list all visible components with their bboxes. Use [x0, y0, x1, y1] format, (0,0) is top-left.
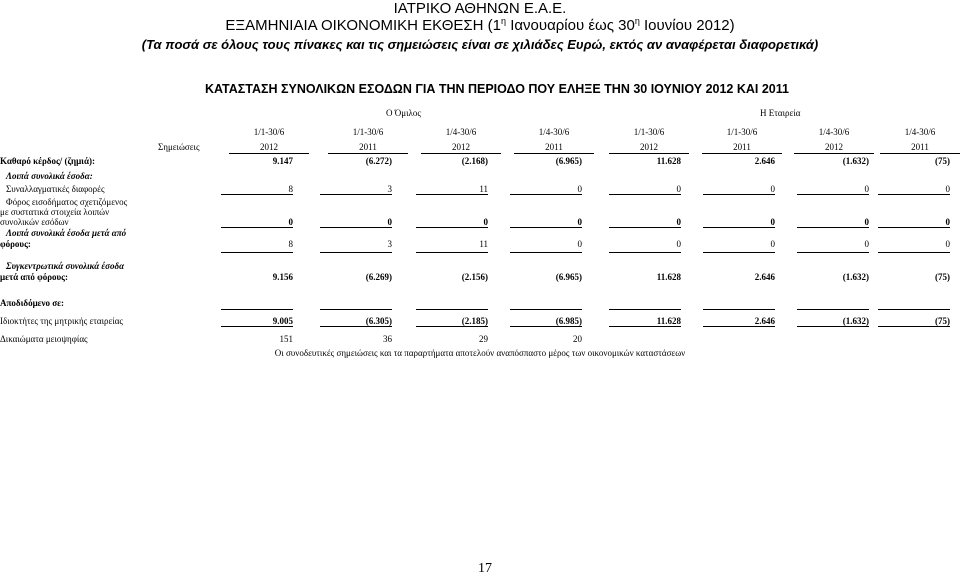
oci-heading: Λοιπά συνολικά έσοδα:: [6, 171, 93, 181]
cell-underline: [797, 326, 869, 327]
amounts-note: (Τα ποσά σε όλους τους πίνακες και τις σημειώσεις είναι σε χιλιάδες Ευρώ, εκτός αν αναφέρεται διαφορετικά): [141, 37, 819, 52]
oci-after-value: 3: [387, 239, 392, 249]
column-period-header: 1/4-30/6: [818, 127, 850, 137]
net-profit-value: (6.272): [365, 156, 392, 166]
net-profit-value: (75): [935, 156, 950, 166]
cell-underline: [609, 252, 681, 253]
cell-underline: [416, 252, 488, 253]
total-label-line2: μετά από φόρους:: [0, 272, 68, 282]
cell-underline: [703, 309, 775, 310]
column-header-underline: [609, 153, 689, 154]
cell-underline: [609, 309, 681, 310]
tax-label-line1: Φόρος εισοδήματος σχετιζόμενος: [6, 197, 128, 207]
group-header-group: Ο Όμιλος: [386, 108, 421, 118]
tax-value: 0: [483, 217, 488, 227]
cell-underline: [221, 252, 293, 253]
oci-after-value: 8: [288, 239, 293, 249]
net-profit-value: (2.168): [461, 156, 488, 166]
tax-value: 0: [770, 217, 775, 227]
column-year-header: 2012: [452, 142, 470, 152]
cell-underline: [221, 326, 293, 327]
oci-after-value: 0: [676, 239, 681, 249]
fx-value: 0: [577, 184, 582, 194]
cell-underline: [878, 326, 950, 327]
net-profit-value: (1.632): [842, 156, 869, 166]
column-header-underline: [702, 153, 782, 154]
cell-underline: [510, 252, 582, 253]
cell-underline: [797, 309, 869, 310]
fx-value: 8: [288, 184, 293, 194]
column-year-header: 2011: [911, 142, 929, 152]
nci-value: 151: [279, 334, 293, 344]
oci-after-value: 0: [945, 239, 950, 249]
cell-underline: [320, 252, 392, 253]
total-value: (2.156): [461, 272, 488, 282]
column-year-header: 2012: [640, 142, 658, 152]
nci-value: 36: [383, 334, 392, 344]
fx-label: Συναλλαγματικές διαφορές: [6, 184, 105, 194]
statement-title: ΚΑΤΑΣΤΑΣΗ ΣΥΝΟΛΙΚΩΝ ΕΣΟΔΩΝ ΓΙΑ ΤΗΝ ΠΕΡΙΟΔΟ ΠΟΥ ΕΛΗΞΕ ΤΗΝ 30 ΙΟΥΝΙΟΥ 2012 ΚΑΙ 2011: [205, 82, 789, 96]
cell-underline: [221, 309, 293, 310]
oci-after-value: 0: [864, 239, 869, 249]
cell-underline: [221, 194, 293, 195]
owners-value: 11.628: [656, 316, 681, 326]
total-value: 9.156: [272, 272, 293, 282]
column-period-header: 1/1-30/6: [352, 127, 384, 137]
column-period-header: 1/4-30/6: [538, 127, 570, 137]
cell-underline: [320, 309, 392, 310]
column-period-header: 1/4-30/6: [445, 127, 477, 137]
cell-underline: [320, 326, 392, 327]
column-period-header: 1/1-30/6: [253, 127, 285, 137]
fx-value: 3: [387, 184, 392, 194]
nci-value: 29: [479, 334, 488, 344]
net-profit-value: 9.147: [272, 156, 293, 166]
net-profit-value: 11.628: [656, 156, 681, 166]
total-value: 2.646: [754, 272, 775, 282]
fx-value: 11: [479, 184, 488, 194]
column-year-header: 2011: [733, 142, 751, 152]
tax-value: 0: [676, 217, 681, 227]
owners-value: (6.305): [365, 316, 392, 326]
cell-underline: [510, 194, 582, 195]
total-value: (6.269): [365, 272, 392, 282]
total-value: (75): [935, 272, 950, 282]
owners-value: (1.632): [842, 316, 869, 326]
total-value: (1.632): [842, 272, 869, 282]
cell-underline: [878, 194, 950, 195]
column-period-header: 1/4-30/6: [904, 127, 936, 137]
cell-underline: [320, 194, 392, 195]
owners-value: (2.185): [461, 316, 488, 326]
owners-value: (75): [935, 316, 950, 326]
cell-underline: [797, 227, 869, 228]
net-profit-label: Καθαρό κέρδος/ (ζημιά):: [0, 156, 95, 166]
column-year-header: 2012: [260, 142, 278, 152]
cell-underline: [510, 326, 582, 327]
fx-value: 0: [770, 184, 775, 194]
column-year-header: 2011: [545, 142, 563, 152]
total-value: (6.965): [555, 272, 582, 282]
oci-after-value: 0: [770, 239, 775, 249]
column-header-underline: [514, 153, 594, 154]
column-year-header: 2012: [825, 142, 843, 152]
report-title: ΕΞΑΜΗΝΙΑΙΑ ΟΙΚΟΝΟΜΙΚΗ ΕΚΘΕΣΗ ($1^\eta$ Ιανουαρίου έως $30^\eta$ Ιουνίου 2012): [225, 16, 735, 34]
fx-value: 0: [864, 184, 869, 194]
cell-underline: [416, 227, 488, 228]
oci-after-value: 0: [577, 239, 582, 249]
column-header-underline: [328, 153, 408, 154]
cell-underline: [703, 252, 775, 253]
fx-value: 0: [676, 184, 681, 194]
cell-underline: [878, 252, 950, 253]
cell-underline: [878, 309, 950, 310]
owners-value: 2.646: [754, 316, 775, 326]
cell-underline: [221, 227, 293, 228]
nci-value: 20: [573, 334, 582, 344]
cell-underline: [703, 326, 775, 327]
column-header-underline: [880, 153, 960, 154]
cell-underline: [510, 227, 582, 228]
owners-label: Ιδιοκτήτες της μητρικής εταιρείας: [0, 316, 123, 326]
tax-label-line2: με συστατικά στοιχεία λοιπών: [0, 207, 110, 217]
tax-value: 0: [387, 217, 392, 227]
tax-value: 0: [945, 217, 950, 227]
net-profit-value: (6.965): [555, 156, 582, 166]
nci-label: Δικαιώματα μειοψηφίας: [0, 334, 88, 344]
footer-note: Οι συνοδευτικές σημειώσεις και τα παραρτήματα αποτελούν αναπόσπαστο μέρος των οικονομικών καταστάσεων: [274, 348, 686, 358]
page-number: 17: [478, 561, 492, 576]
cell-underline: [320, 227, 392, 228]
column-year-header: 2011: [359, 142, 377, 152]
cell-underline: [703, 194, 775, 195]
notes-column-header: Σημειώσεις: [158, 142, 200, 152]
owners-value: 9.005: [272, 316, 293, 326]
attributable-heading: Αποδιδόμενο σε:: [0, 298, 65, 308]
company-name: ΙΑΤΡΙΚΟ ΑΘΗΝΩΝ Ε.Α.Ε.: [393, 0, 567, 17]
cell-underline: [797, 194, 869, 195]
cell-underline: [609, 227, 681, 228]
cell-underline: [609, 194, 681, 195]
cell-underline: [416, 309, 488, 310]
column-header-underline: [421, 153, 501, 154]
owners-value: (6.985): [555, 316, 582, 326]
column-header-underline: [229, 153, 309, 154]
column-header-underline: [794, 153, 874, 154]
cell-underline: [703, 227, 775, 228]
oci-after-value: 11: [479, 239, 488, 249]
column-period-header: 1/1-30/6: [633, 127, 665, 137]
total-value: 11.628: [656, 272, 681, 282]
oci-after-label-line2: φόρους:: [0, 239, 31, 249]
tax-label-line3: συνολικών εσόδων: [0, 217, 69, 227]
column-period-header: 1/1-30/6: [726, 127, 758, 137]
oci-after-label-line1: Λοιπά συνολικά έσοδα μετά από: [6, 228, 127, 238]
fx-value: 0: [945, 184, 950, 194]
cell-underline: [878, 227, 950, 228]
net-profit-value: 2.646: [754, 156, 775, 166]
cell-underline: [797, 252, 869, 253]
tax-value: 0: [577, 217, 582, 227]
tax-value: 0: [864, 217, 869, 227]
cell-underline: [510, 309, 582, 310]
cell-underline: [416, 194, 488, 195]
tax-value: 0: [288, 217, 293, 227]
group-header-company: Η Εταιρεία: [760, 108, 801, 118]
cell-underline: [609, 326, 681, 327]
total-label-line1: Συγκεντρωτικά συνολικά έσοδα: [6, 261, 125, 271]
cell-underline: [416, 326, 488, 327]
